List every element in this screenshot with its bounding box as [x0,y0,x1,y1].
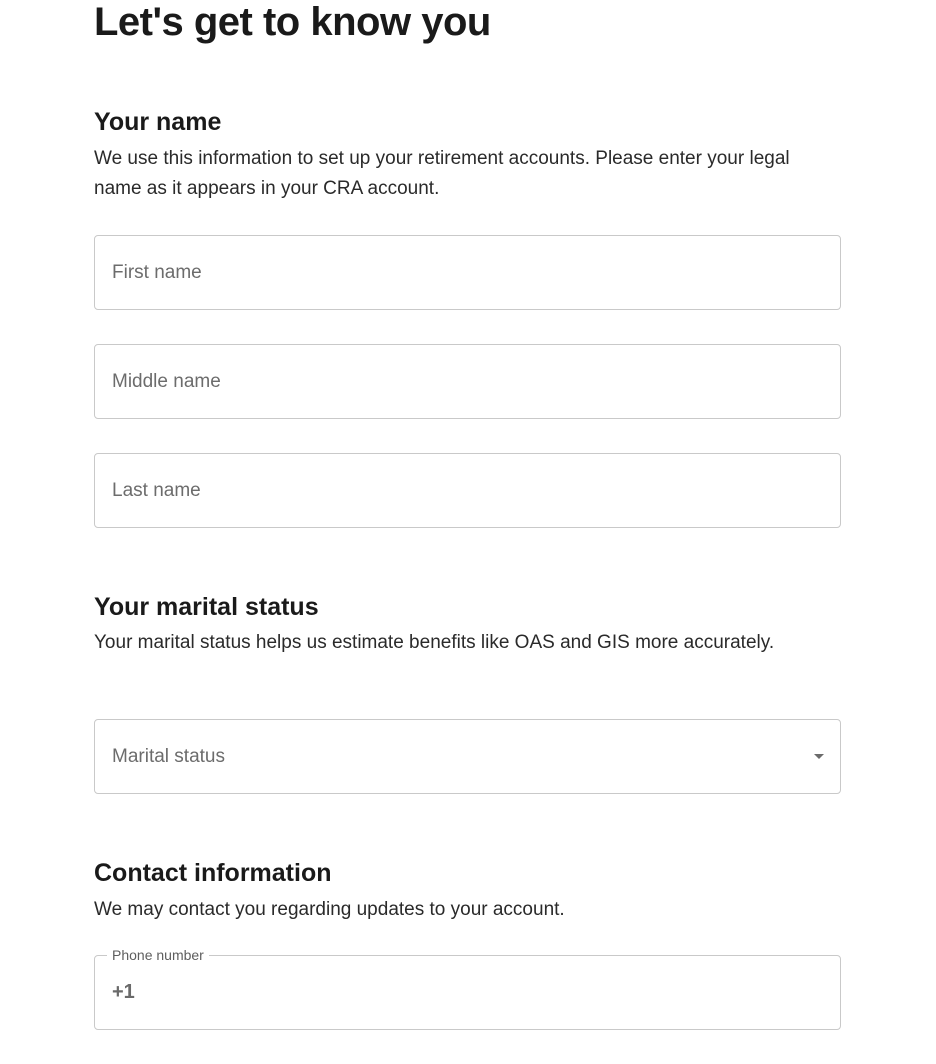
last-name-field[interactable] [94,453,841,528]
phone-number-field[interactable] [94,947,841,1030]
name-section-description: We use this information to set up your retirement accounts. Please enter your legal name as it appears in your CRA account. [94,148,790,199]
contact-section-heading: Contact information [94,859,332,887]
first-name-field[interactable] [94,235,841,310]
phone-country-code: +1 [112,981,135,1003]
middle-name-input[interactable] [95,345,840,418]
first-name-input[interactable] [95,236,840,309]
marital-status-placeholder: Marital status [112,746,225,767]
contact-section-description: We may contact you regarding updates to your account. [94,899,565,920]
marital-section-description: Your marital status helps us estimate benefits like OAS and GIS more accurately. [94,632,775,653]
last-name-input[interactable] [95,454,840,527]
marital-section-heading: Your marital status [94,593,319,621]
marital-status-select[interactable] [94,719,841,794]
page-title: Let's get to know you [94,0,491,44]
phone-number-input[interactable] [145,956,890,1029]
phone-number-label: Phone number [107,946,209,964]
middle-name-field[interactable] [94,344,841,419]
name-section-heading: Your name [94,108,222,136]
chevron-down-icon[interactable] [814,754,824,759]
